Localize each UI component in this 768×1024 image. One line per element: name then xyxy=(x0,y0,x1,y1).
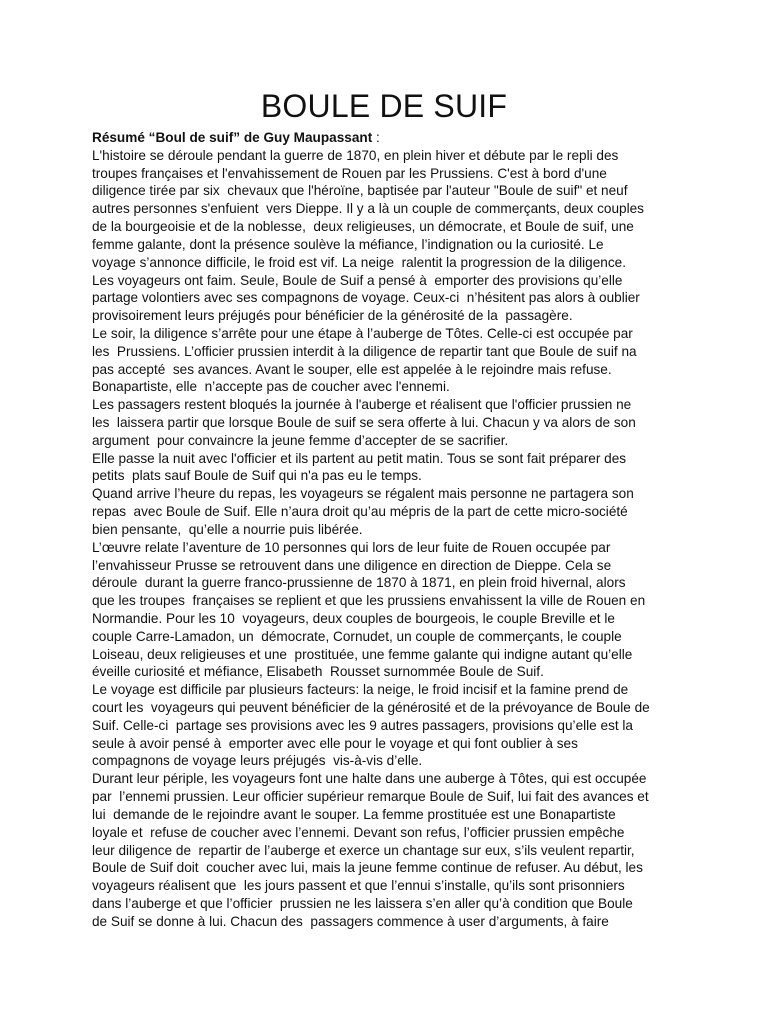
text-line: provisoirement leurs préjugés pour bénéficier de la générosité de la passagère. xyxy=(92,308,573,324)
text-line: voyageurs réalisent que les jours passent et que l’ennui s’installe, qu’ils sont prisonniers xyxy=(92,878,625,894)
text-line: de Suif se donne à lui. Chacun des passagers commence à user d’arguments, à faire xyxy=(92,913,609,929)
text-line: leur diligence de repartir de l’auberge et exerce un chantage sur eux, s’ils veulent repartir, xyxy=(92,842,635,858)
text-line: court les voyageurs qui peuvent bénéficier de la générosité et de la prévoyance de Boule de xyxy=(92,700,650,715)
text-line: voyage s’annonce difficile, le froid est vif. La neige ralentit la progression de la diligence. xyxy=(92,254,626,270)
text-line: seule à avoir pensé à emporter avec elle pour le voyage et qui font oublier à ses xyxy=(92,735,578,751)
text-line: petits plats sauf Boule de Suif qui n'a pas eu le temps. xyxy=(92,468,422,484)
text-line: Loiseau, deux religieuses et une prostituée, une femme galante qui indigne autant qu’elle xyxy=(92,646,633,662)
text-line: Quand arrive l’heure du repas, les voyageurs se régalent mais personne ne partagera son xyxy=(92,486,634,502)
text-line: Les voyageurs ont faim. Seule, Boule de Suif a pensé à emporter des provisions qu’elle xyxy=(92,272,623,288)
text-line: L’œuvre relate l’aventure de 10 personnes qui lors de leur fuite de Rouen occupée par xyxy=(92,539,611,555)
text-line: Suif. Celle-ci partage ses provisions avec les 9 autres passagers, provisions qu’elle est la xyxy=(92,717,633,733)
text-line: repas avec Boule de Suif. Elle n’aura droit qu’au mépris de la part de cette micro-société xyxy=(92,504,628,520)
text-line: lui demande de le rejoindre avant le souper. La femme prostituée est une Bonapartiste xyxy=(92,806,616,822)
document-body xyxy=(92,129,714,931)
text-line: pas accepté ses avances. Avant le souper, elle est appelée à le rejoindre mais refuse. xyxy=(92,361,612,377)
text-line: femme galante, dont la présence soulève la méfiance, l’indignation ou la curiosité. Le xyxy=(92,236,604,252)
text-line: Boule de Suif doit coucher avec lui, mais la jeune femme continue de refuser. Au début, les xyxy=(92,860,643,876)
text-line: couple Carre-Lamadon, un démocrate, Cornudet, un couple de commerçants, le couple xyxy=(92,628,622,644)
document-title: BOULE DE SUIF xyxy=(260,88,508,124)
text-line: Le voyage est difficile par plusieurs facteurs: la neige, le froid incisif et la famine prend de xyxy=(92,682,629,698)
text-line: les Prussiens. L’officier prussien interdit à la diligence de repartir tant que Boule de suif na xyxy=(92,343,637,359)
text-line: bien pensante, qu’elle a nourrie puis libérée. xyxy=(92,521,363,537)
summary-heading-line xyxy=(92,129,714,147)
text-line: Les passagers restent bloqués la journée à l'auberge et réalisent que l'officier prussien ne xyxy=(92,397,632,413)
summary-heading: Résumé “Boul de suif” de Guy Maupassant xyxy=(92,130,373,145)
text-line: l’envahisseur Prusse se retrouvent dans une diligence en direction de Dieppe. Cela se xyxy=(92,557,612,573)
text-line: éveille curiosité et méfiance, Elisabeth Rousset surnommée Boule de Suif. xyxy=(92,664,544,680)
text-line: de la bourgeoisie et de la noblesse, deux religieuses, un démocrate, et Boule de suif, une xyxy=(92,219,634,235)
text-line: déroule durant la guerre franco-prussienne de 1870 à 1871, en plein froid hivernal, alors xyxy=(92,575,626,591)
text-line: argument pour convaincre la jeune femme d’accepter de se sacrifier. xyxy=(92,432,509,448)
text-line: Le soir, la diligence s’arrête pour une étape à l’auberge de Tôtes. Celle-ci est occupée par xyxy=(92,325,633,341)
text-line: Bonapartiste, elle n’accepte pas de coucher avec l'ennemi. xyxy=(92,379,450,395)
text-line: les laissera partir que lorsque Boule de suif se sera offerte à lui. Chacun y va alors de son xyxy=(92,415,636,430)
text-line: diligence tirée par six chevaux que l'héroïne, baptisée par l'auteur "Boule de suif" et neuf xyxy=(92,183,628,199)
text-line: que les troupes françaises se replient et que les prussiens envahissent la ville de Rouen en xyxy=(92,593,646,609)
text-line: L'histoire se déroule pendant la guerre de 1870, en plein hiver et débute par le repli des xyxy=(92,147,619,163)
text-line: Elle passe la nuit avec l'officier et ils partent au petit matin. Tous se sont fait préparer des xyxy=(92,450,627,466)
text-line: autres personnes s'enfuient vers Dieppe. Il y a là un couple de commerçants, deux couples xyxy=(92,201,644,217)
text-line: par l’ennemi prussien. Leur officier supérieur remarque Boule de Suif, lui fait des avances et xyxy=(92,789,649,805)
paragraph-lines xyxy=(92,147,714,931)
text-line: loyale et refuse de coucher avec l’ennemi. Devant son refus, l’officier prussien empêche xyxy=(92,824,625,840)
text-line: compagnons de voyage leurs préjugés vis-à-vis d’elle. xyxy=(92,753,423,769)
text-line: partage volontiers avec ses compagnons de voyage. Ceux-ci n’hésitent pas alors à oublier xyxy=(92,290,640,306)
text-line: Durant leur périple, les voyageurs font une halte dans une auberge à Tôtes, qui est occupée xyxy=(92,771,647,787)
text-line: Normandie. Pour les 10 voyageurs, deux couples de bourgeois, le couple Breville et le xyxy=(92,610,615,626)
text-line: troupes françaises et l'envahissement de Rouen par les Prussiens. C'est à bord d'une xyxy=(92,165,607,181)
summary-heading-suffix: : xyxy=(372,130,380,145)
text-line: dans l’auberge et que l’officier prussien ne les laissera s’en aller qu’à condition que Boule xyxy=(92,895,633,911)
